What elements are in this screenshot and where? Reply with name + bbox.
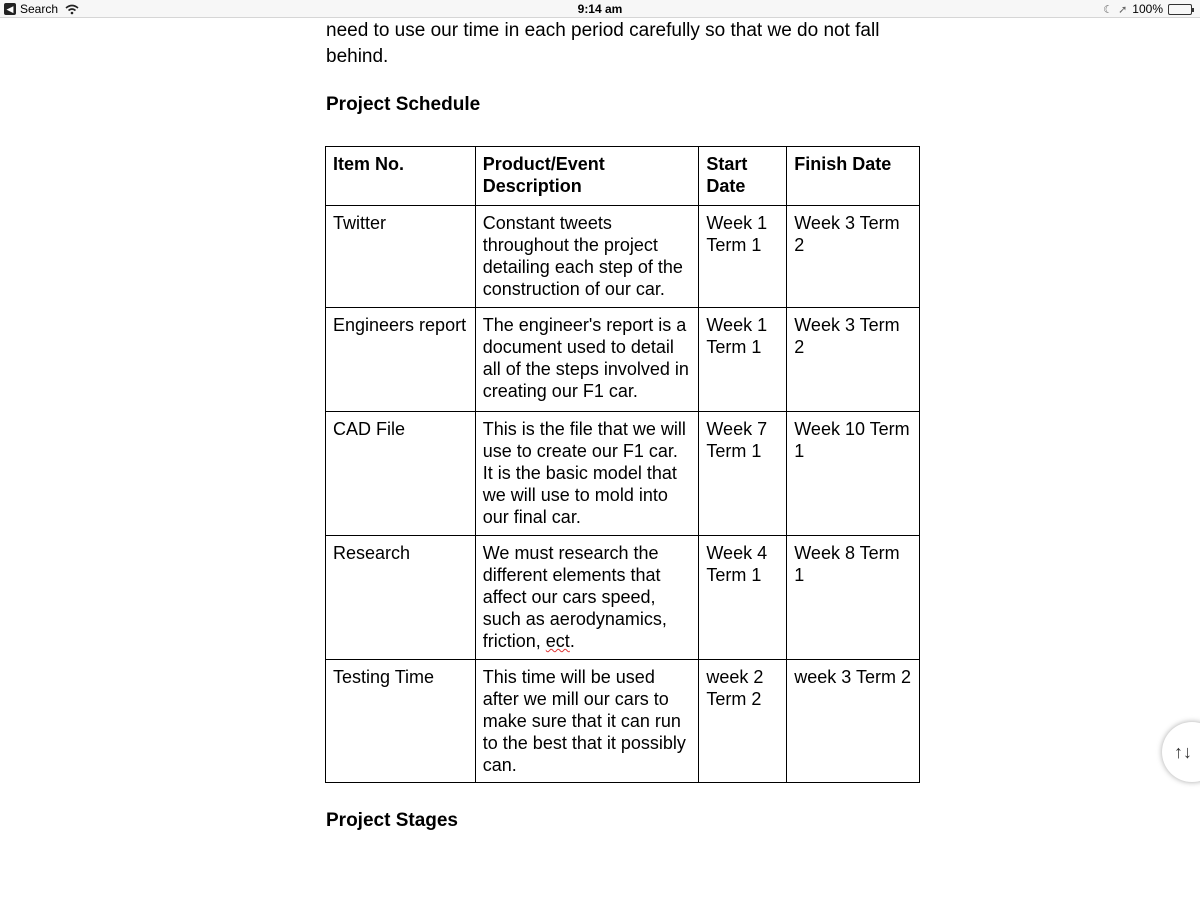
- back-arrow-icon[interactable]: ◀: [4, 3, 16, 15]
- scroll-handle-icon[interactable]: ↑↓: [1174, 741, 1192, 762]
- cell-description: Constant tweets throughout the project detailing each step of the construction of our car.: [475, 206, 699, 308]
- header-start-date: Start Date: [699, 147, 787, 206]
- project-schedule-table: [325, 146, 920, 783]
- do-not-disturb-icon: ☾: [1103, 3, 1114, 16]
- battery-icon: [1168, 4, 1192, 15]
- table-row: [326, 536, 920, 660]
- cell-description: The engineer's report is a document used to detail all of the steps involved in creating our F1 car.: [475, 308, 699, 412]
- cell-item: Research: [326, 536, 476, 660]
- cell-finish: Week 10 Term 1: [787, 412, 920, 536]
- battery-percent: 100%: [1132, 2, 1163, 16]
- status-bar: [0, 0, 1200, 18]
- document-body: [326, 18, 926, 70]
- cell-finish: Week 3 Term 2: [787, 206, 920, 308]
- description-text: We must research the different elements that affect our cars speed, such as aerodynamics, friction,: [482, 543, 667, 651]
- cell-finish: week 3 Term 2: [787, 660, 920, 783]
- cell-start: Week 1 Term 1: [699, 308, 787, 412]
- cell-start: week 2 Term 2: [699, 660, 787, 783]
- header-finish-date: Finish Date: [787, 147, 920, 206]
- status-indicators: [1103, 2, 1192, 16]
- table-row: [326, 412, 920, 536]
- cell-description: This time will be used after we mill our cars to make sure that it can run to the best that it possibly can.: [475, 660, 699, 783]
- cell-item: Twitter: [326, 206, 476, 308]
- table-row: [326, 308, 920, 412]
- table-header-row: [326, 147, 920, 206]
- cell-finish: Week 3 Term 2: [787, 308, 920, 412]
- section-heading-schedule: Project Schedule: [326, 94, 481, 115]
- header-item-no: Item No.: [326, 147, 476, 206]
- cell-item: CAD File: [326, 412, 476, 536]
- table-row: [326, 660, 920, 783]
- cell-description: [475, 536, 699, 660]
- cell-start: Week 7 Term 1: [699, 412, 787, 536]
- cell-description: This is the file that we will use to create our F1 car. It is the basic model that we will use to mold into our final car.: [475, 412, 699, 536]
- cell-finish: Week 8 Term 1: [787, 536, 920, 660]
- header-description: Product/Event Description: [475, 147, 699, 206]
- clock: 9:14 am: [577, 2, 623, 16]
- cell-item: Testing Time: [326, 660, 476, 783]
- description-end: .: [569, 631, 575, 651]
- cell-start: Week 4 Term 1: [699, 536, 787, 660]
- cell-start: Week 1 Term 1: [699, 206, 787, 308]
- cell-item: Engineers report: [326, 308, 476, 412]
- scroll-handle[interactable]: [1162, 722, 1200, 782]
- back-label[interactable]: Search: [20, 2, 59, 16]
- section-heading-stages: Project Stages: [326, 810, 458, 831]
- intro-paragraph: need to use our time in each period carefully so that we do not fall behind.: [326, 20, 880, 67]
- table-row: [326, 206, 920, 308]
- location-arrow-icon: ➚: [1118, 3, 1128, 16]
- spellcheck-flagged-word[interactable]: ect: [545, 631, 570, 651]
